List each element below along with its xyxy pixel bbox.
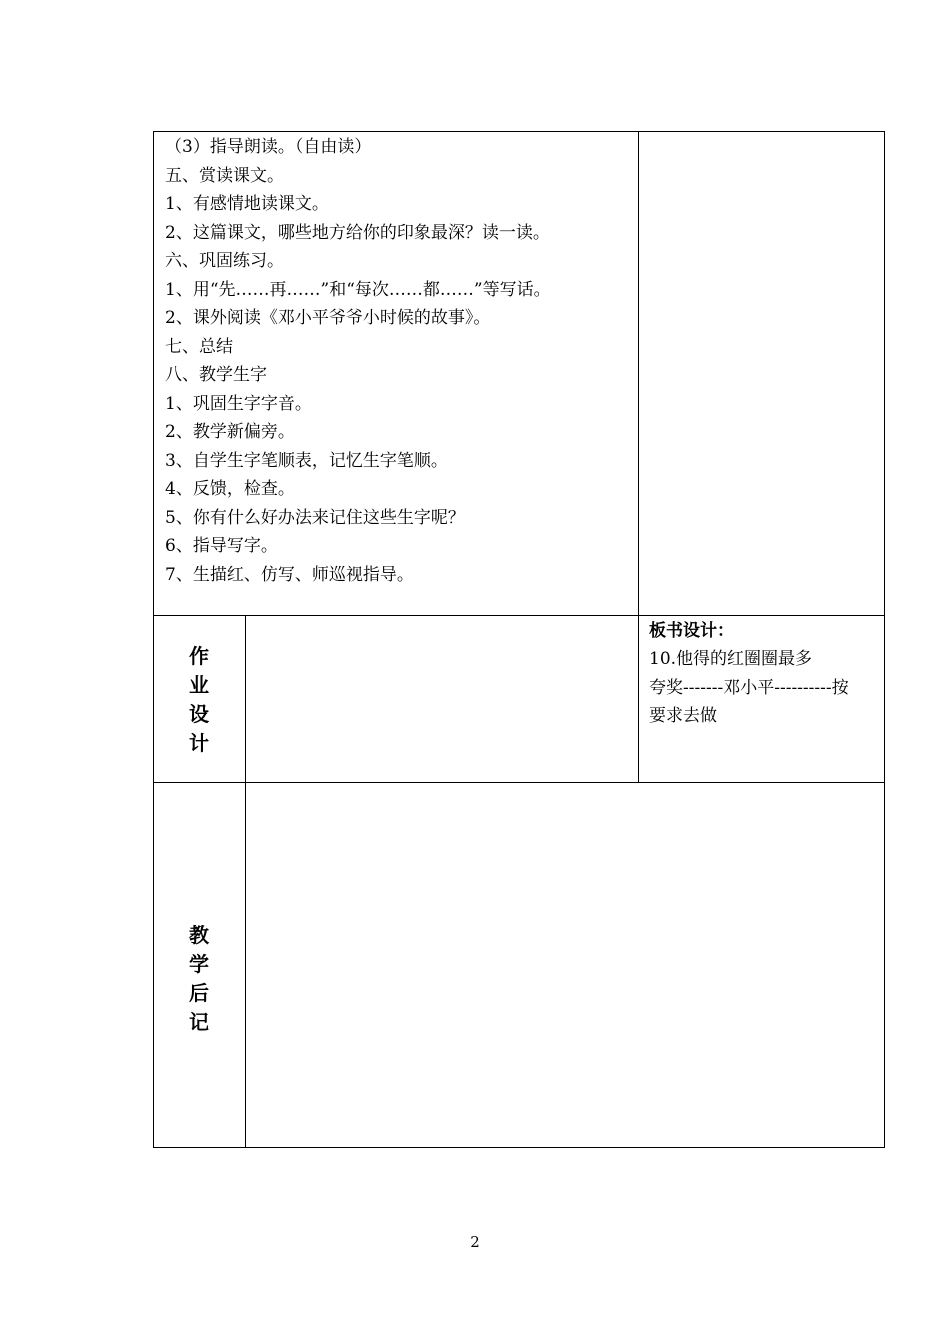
lesson-line: 七、总结 xyxy=(165,336,233,357)
lesson-line: 1、巩固生字字音。 xyxy=(165,393,312,414)
lesson-line: 1、用“先……再……”和“每次……都……”等写话。 xyxy=(165,279,551,300)
table-divider-1 xyxy=(153,615,885,616)
board-design xyxy=(649,617,879,731)
lesson-steps xyxy=(165,133,635,589)
lesson-line: 五、赏读课文。 xyxy=(165,165,284,186)
lesson-line: 4、反馈，检查。 xyxy=(165,479,295,499)
lesson-line: 六、巩固练习。 xyxy=(165,251,284,271)
lesson-line: 7、生描红、仿写、师巡视指导。 xyxy=(165,564,414,585)
lesson-line: 1、有感情地读课文。 xyxy=(165,194,329,214)
table-divider-2 xyxy=(153,782,885,783)
board-design-line: 10.他得的红圈圈最多 xyxy=(649,649,813,669)
table-border-bottom xyxy=(153,1147,885,1148)
lesson-line: 2、这篇课文，哪些地方给你的印象最深？读一读。 xyxy=(165,222,550,243)
lesson-line: （3）指导朗读。（自由读） xyxy=(165,137,372,157)
table-divider-col-right xyxy=(638,131,639,783)
table-border-right xyxy=(884,131,885,1148)
table-border-top xyxy=(153,131,885,132)
teaching-reflection-label: 教 学 后 记 xyxy=(189,923,209,1034)
page-number: 2 xyxy=(470,1233,480,1251)
board-design-title: 板书设计： xyxy=(649,621,734,641)
lesson-line: 6、指导写字。 xyxy=(165,536,278,556)
table-divider-col-label xyxy=(245,615,246,1148)
lesson-line: 5、你有什么好办法来记住这些生字呢？ xyxy=(165,507,465,528)
homework-design-label: 作 业 设 计 xyxy=(189,644,209,755)
lesson-line: 3、自学生字笔顺表，记忆生字笔顺。 xyxy=(165,450,448,471)
lesson-line: 八、教学生字 xyxy=(165,365,267,385)
lesson-line: 2、教学新偏旁。 xyxy=(165,422,295,442)
board-design-line: 要求去做 xyxy=(649,706,717,726)
board-design-line: 夸奖-------邓小平----------按 xyxy=(649,677,849,698)
lesson-line: 2、课外阅读《邓小平爷爷小时候的故事》。 xyxy=(165,308,491,328)
